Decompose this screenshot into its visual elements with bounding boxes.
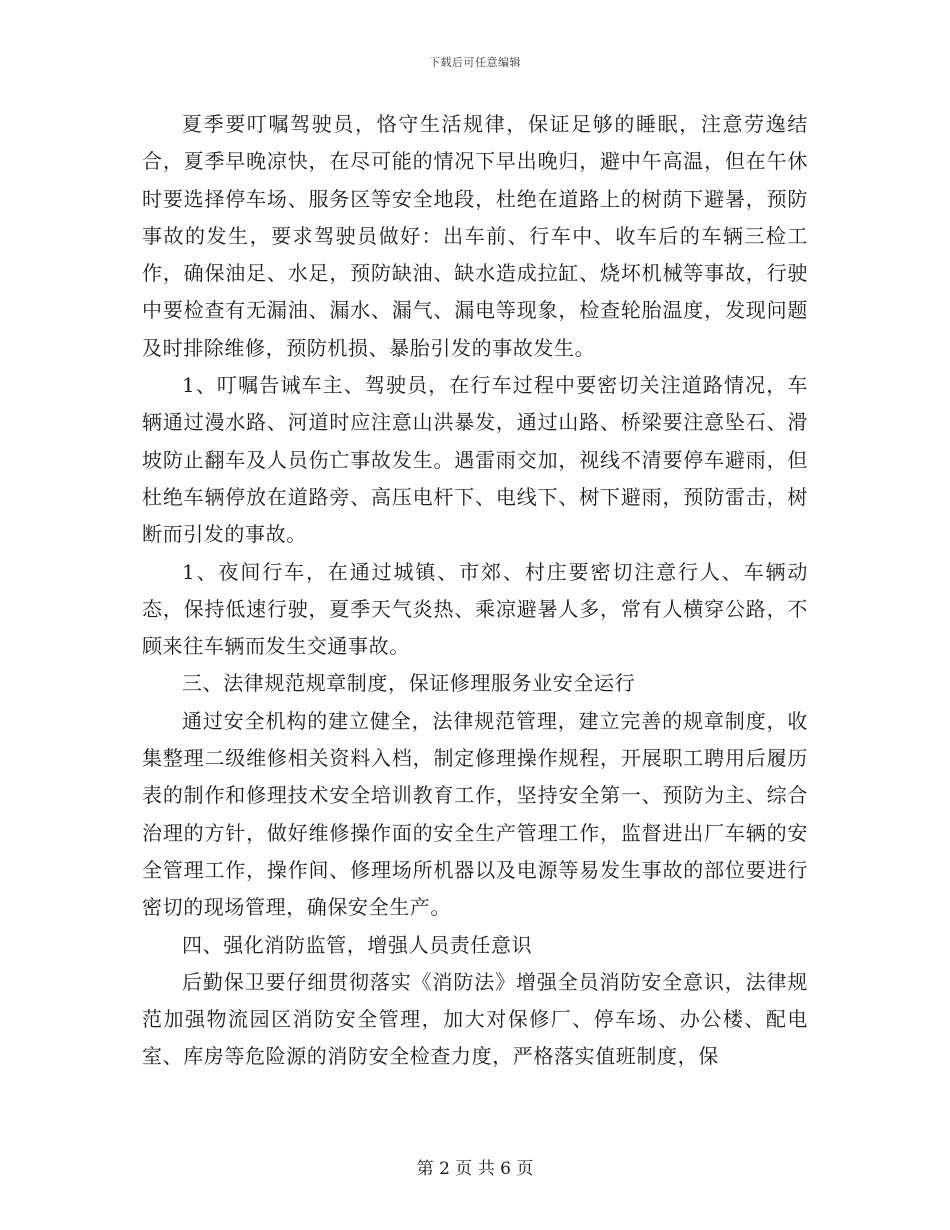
- section-heading-regulations: 三、法律规范规章制度，保证修理服务业安全运行: [182, 671, 636, 696]
- page-number: 第 2 页 共 6 页: [416, 1159, 534, 1179]
- paragraph-fire-safety: 后勤保卫要仔细贯彻落实《消防法》增强全员消防安全意识，法律规范加强物流园区消防安全管理，加大对保修厂、停车场、办公楼、配电室、库房等危险源的消防安全检查力度，严格落实值班制度，保: [142, 969, 808, 1069]
- paragraph-safety-management: 通过安全机构的建立健全，法律规范管理，建立完善的规章制度，收集整理二级维修相关资料入档，制定修理操作规程，开展职工聘用后履历表的制作和修理技术安全培训教育工作，坚持安全第一、预防为主、综合治理的方针，做好维修操作面的安全生产管理工作，监督进出厂车辆的安全管理工作，操作间、修理场所机器以及电源等易发生事故的部位要进行密切的现场管理，确保安全生产。: [142, 708, 808, 920]
- document-body: [142, 106, 808, 1076]
- paragraph-road-conditions: 1、叮嘱告诫车主、驾驶员，在行车过程中要密切关注道路情况，车辆通过漫水路、河道时应注意山洪暴发，通过山路、桥梁要注意坠石、滑坡防止翻车及人员伤亡事故发生。遇雷雨交加，视线不清要停车避雨，但杜绝车辆停放在道路旁、高压电杆下、电线下、树下避雨，预防雷击，树断而引发的事故。: [142, 373, 808, 547]
- section-heading-fire-safety: 四、强化消防监管，增强人员责任意识: [182, 932, 533, 957]
- header-note: 下载后可任意编辑: [429, 56, 521, 69]
- paragraph-summer-driving: 夏季要叮嘱驾驶员，恪守生活规律，保证足够的睡眠，注意劳逸结合，夏季早晚凉快，在尽可能的情况下早出晚归，避中午高温，但在午休时要选择停车场、服务区等安全地段，杜绝在道路上的树荫下避暑，预防事故的发生，要求驾驶员做好：出车前、行车中、收车后的车辆三检工作，确保油足、水足，预防缺油、缺水造成拉缸、烧坏机械等事故，行驶中要检查有无漏油、漏水、漏气、漏电等现象，检查轮胎温度，发现问题及时排除维修，预防机损、暴胎引发的事故发生。: [142, 112, 808, 360]
- paragraph-night-driving: 1、夜间行车，在通过城镇、市郊、村庄要密切注意行人、车辆动态，保持低速行驶，夏季天气炎热、乘凉避暑人多，常有人横穿公路，不顾来往车辆而发生交通事故。: [142, 559, 808, 659]
